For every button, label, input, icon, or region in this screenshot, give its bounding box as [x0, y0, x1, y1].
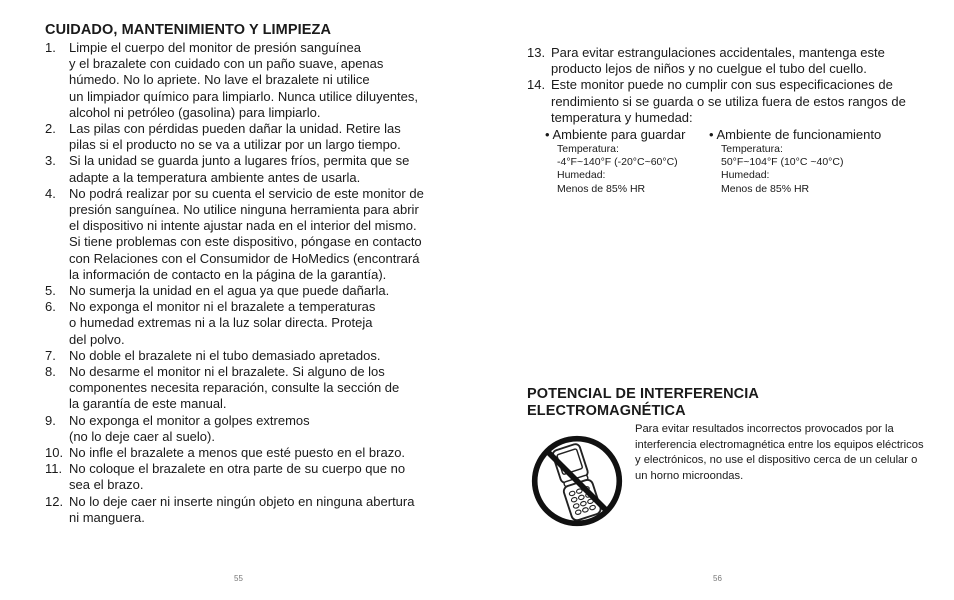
- operating-temp-label: Temperatura:: [721, 143, 783, 155]
- list-item-number: 8.: [45, 364, 56, 380]
- no-cellphone-icon: [530, 434, 624, 528]
- list-item-number: 12.: [45, 493, 64, 509]
- storage-humidity-label: Humedad:: [557, 169, 606, 182]
- storage-humidity-value: Menos de 85% HR: [557, 182, 646, 195]
- list-item-number: 4.: [45, 185, 56, 201]
- list-item-text: No sumerja la unidad en el agua ya que puede dañarla.: [69, 283, 390, 299]
- list-item: [45, 121, 445, 153]
- list-item-number: 6.: [45, 299, 56, 315]
- operating-heading: • Ambiente de funcionamiento: [709, 127, 882, 142]
- list-item-number: 11.: [45, 461, 63, 477]
- list-item-text: No desarme el monitor ni el brazalete. Si alguno de los componentes necesita reparación, consulte la sección de la garantía de este manual.: [69, 364, 400, 412]
- list-item-number: 9.: [45, 412, 56, 428]
- list-item: [45, 153, 445, 185]
- list-item-number: 14.: [527, 77, 546, 93]
- list-item-text: No exponga el monitor ni el brazalete a temperaturas o humedad extremas ni a la luz solar directa. Proteja del polvo.: [69, 299, 376, 347]
- storage-temp-label: Temperatura:: [557, 143, 619, 155]
- list-item-text: Las pilas con pérdidas pueden dañar la unidad. Retire las pilas si el producto no se va a utilizar por un largo tiempo.: [69, 121, 401, 153]
- list-item-number: 2.: [45, 121, 56, 137]
- list-item-text: No coloque el brazalete en otra parte de su cuerpo que no sea el brazo.: [69, 461, 406, 493]
- list-item-number: 13.: [527, 45, 546, 60]
- list-item-text: Para evitar estrangulaciones accidentales, mantenga este producto lejos de niños y no cuelgue el tubo del cuello.: [551, 45, 885, 77]
- page-number: 55: [234, 574, 243, 583]
- list-item-number: 7.: [45, 347, 56, 363]
- operating-humidity-label: Humedad:: [721, 169, 770, 182]
- list-item: [45, 186, 445, 283]
- list-item-text: No doble el brazalete ni el tubo demasiado apretados.: [69, 347, 381, 363]
- list-item-text: No podrá realizar por su cuenta el servicio de este monitor de presión sanguínea. No utilice ninguna herramienta para abrir el dispositivo ni intente ajustar nada en el interior del mismo. Si tiene problemas con este dispositivo, póngase en contacto con Relaciones con el Consumidor de HoMedics (encontrará la información de contacto en la página de la garantía).: [69, 185, 424, 282]
- emi-text: Para evitar resultados incorrectos provocados por la interferencia electromagnética entre los equipos eléctricos y electrónicos, no use el dispositivo cerca de un celular o un horno microondas.: [635, 423, 924, 482]
- list-item-number: 5.: [45, 283, 56, 299]
- care-heading: CUIDADO, MANTENIMIENTO Y LIMPIEZA: [45, 22, 332, 38]
- list-item: [45, 40, 445, 121]
- list-item: [45, 494, 445, 526]
- care-list: [45, 40, 445, 526]
- list-item-text: No infle el brazalete a menos que esté puesto en el brazo.: [69, 445, 406, 461]
- operating-humidity-value: Menos de 85% HR: [721, 182, 810, 195]
- list-item: [45, 299, 445, 348]
- storage-environment: [545, 127, 685, 196]
- list-item-text: Este monitor puede no cumplir con sus especificaciones de rendimiento si se guarda o se utiliza fuera de estos rangos de temperatura y humedad:: [551, 77, 906, 125]
- list-item-text: No exponga el monitor a golpes extremos (no lo deje caer al suelo).: [69, 412, 310, 444]
- list-item-text: Si la unidad se guarda junto a lugares fríos, permita que se adapte a la temperatura ambiente antes de usarla.: [69, 153, 410, 185]
- right-page: [477, 0, 954, 600]
- care-list-continued: [527, 45, 947, 126]
- list-item: [45, 364, 445, 413]
- list-item: [45, 348, 445, 364]
- storage-temp-value: -4°F~140°F (-20°C~60°C): [557, 156, 678, 169]
- list-item: [45, 461, 445, 493]
- emi-heading: POTENCIAL DE INTERFERENCIA ELECTROMAGNÉTICA: [527, 386, 759, 419]
- operating-temp-value: 50°F~104°F (10°C ~40°C): [721, 156, 844, 169]
- list-item-number: 10.: [45, 445, 64, 461]
- page-number: 56: [713, 574, 722, 583]
- list-item-number: 3.: [45, 153, 56, 169]
- operating-environment: [709, 127, 881, 196]
- list-item-number: 1.: [45, 40, 56, 55]
- list-item: [45, 413, 445, 445]
- list-item: [527, 45, 947, 77]
- storage-heading: • Ambiente para guardar: [545, 127, 686, 142]
- list-item: [45, 283, 445, 299]
- list-item: [527, 77, 947, 126]
- list-item-text: No lo deje caer ni inserte ningún objeto en ninguna abertura ni manguera.: [69, 493, 415, 525]
- list-item-text: Limpie el cuerpo del monitor de presión sanguínea y el brazalete con cuidado con un paño suave, apenas húmedo. No lo apriete. No lave el brazalete ni utilice un limpiador químico para limpiarlo. Nunca utilice diluyentes, alcohol ni petróleo (gasolina) para limpiarlo.: [69, 40, 419, 120]
- list-item: [45, 445, 445, 461]
